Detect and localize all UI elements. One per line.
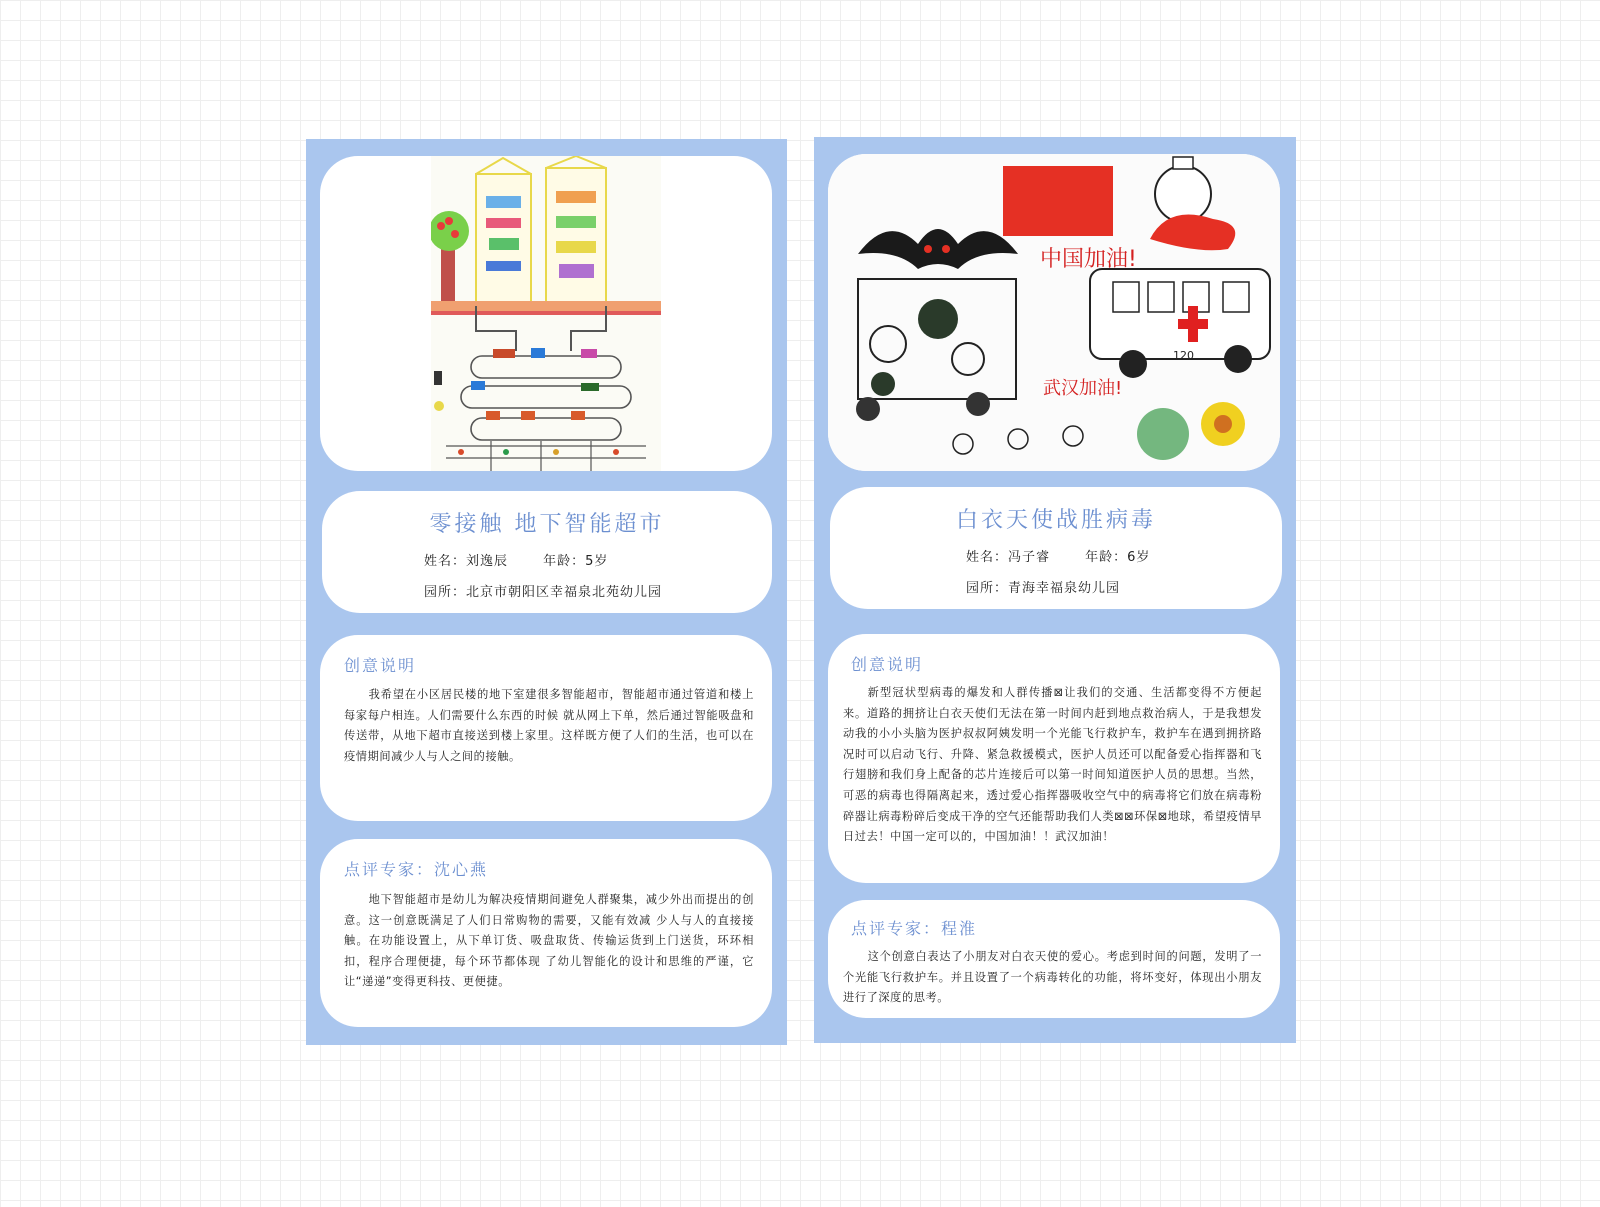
- school-name: 园所：青海幸福泉幼儿园: [966, 581, 1121, 596]
- author-row: [424, 550, 772, 569]
- flag-icon: [1003, 166, 1113, 236]
- drawing-caption-china: 中国加油!: [1040, 247, 1137, 272]
- drawing-card: [320, 156, 772, 471]
- entry-panel-right: [814, 137, 1296, 1043]
- review-heading: 点评专家：程淮: [851, 919, 978, 938]
- entry-panel-left: [306, 139, 787, 1045]
- review-text: 地下智能超市是幼儿为解决疫情期间避免人群聚集，减少外出而提出的创意。这一创意既满足了人们日常购物的需要，又能有效减 少人与人的直接接触。在功能设置上，从下单订货、吸盘取货、传输运货到上门送货，环环相扣，程序合理便捷，每个环节都体现 了幼儿智能化的设计和思维的严谨，它让“递递”变得更科技、更便捷。: [344, 893, 754, 989]
- info-card: [830, 487, 1282, 609]
- review-heading: 点评专家：沈心燕: [344, 860, 489, 879]
- review-card: [320, 839, 772, 1027]
- idea-text: 我希望在小区居民楼的地下室建很多智能超市，智能超市通过管道和楼上每家每户相连。人们需要什么东西的时候 就从网上下单，然后通过智能吸盘和传送带，从地下超市直接送到楼上家里。这样既方便了人们的生活，也可以在 疫情期间减少人与人之间的接触。: [344, 688, 754, 763]
- artwork-title: 零接触 地下智能超市: [429, 512, 665, 537]
- school-name: 园所：北京市朝阳区幸福泉北苑幼儿园: [424, 585, 663, 600]
- ambulance-drawing-image: [828, 154, 1280, 471]
- drawing-caption-wuhan: 武汉加油!: [1043, 378, 1123, 399]
- drawing-card: [828, 154, 1280, 471]
- artwork-title: 白衣天使战胜病毒: [955, 508, 1156, 533]
- author-row: [966, 546, 1282, 565]
- building-right: [546, 168, 606, 304]
- author-age: 年龄：5岁: [543, 554, 609, 569]
- drawing-caption-120: 120: [1173, 349, 1194, 362]
- supermarket-drawing-image: [431, 156, 661, 471]
- review-card: [828, 900, 1280, 1018]
- idea-text: 新型冠状型病毒的爆发和人群传播⊠让我们的交通、生活都变得不方便起来。道路的拥挤让白衣天使们无法在第一时间内赶到地点救治病人，于是我想发动我的小小头脑为医护叔叔阿姨发明一个光能飞行救护车，救护车在遇到拥挤路况时可以启动飞行、升降、紧急救援模式，医护人员还可以配备爱心指挥器和飞行翅膀和我们身上配备的芯片连接后可以第一时间知道医护人员的思想。当然，可恶的病毒也得隔离起来，透过爱心指挥器吸收空气中的病毒将它们放在病毒粉碎器让病毒粉碎后变成干净的空气还能帮助我们人类⊠⊠环保⊠地球，希望疫情早日过去！中国一定可以的，中国加油！！武汉加油！: [843, 686, 1262, 844]
- author-name: 姓名：刘逸辰: [424, 554, 509, 569]
- idea-heading: 创意说明: [344, 656, 417, 675]
- author-age: 年龄：6岁: [1085, 550, 1151, 565]
- review-text: 这个创意白表达了小朋友对白衣天使的爱心。考虑到时间的问题，发明了一个光能飞行救护车。并且设置了一个病毒转化的功能，将坏变好，体现出小朋友进行了深度的思考。: [843, 950, 1262, 1005]
- author-name: 姓名：冯子睿: [966, 550, 1051, 565]
- idea-card: [828, 634, 1280, 883]
- info-card: [322, 491, 772, 613]
- idea-card: [320, 635, 772, 821]
- idea-heading: 创意说明: [851, 655, 924, 674]
